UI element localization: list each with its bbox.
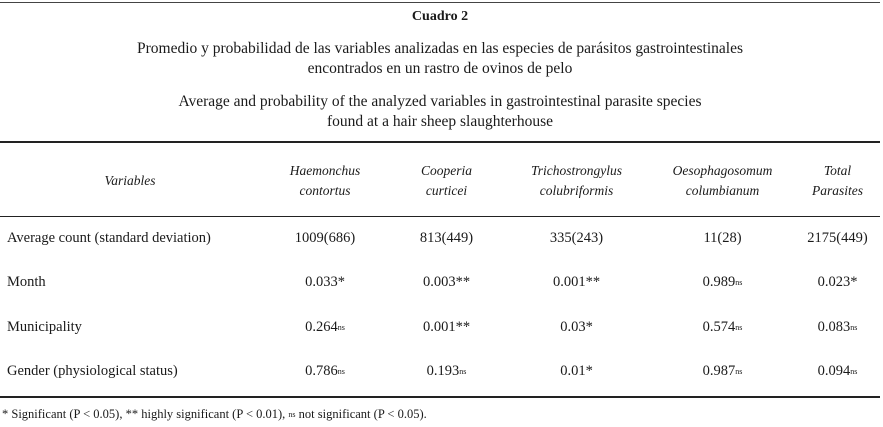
- table-cell: [795, 261, 880, 306]
- caption-english: [0, 92, 880, 131]
- cell-value: 335(243): [549, 229, 604, 246]
- cell-value: 0.033*: [305, 274, 345, 291]
- significance-marker: ns: [337, 322, 345, 332]
- table-cell: [650, 350, 795, 395]
- cell-value: 0.574: [702, 318, 736, 335]
- cell-value: 0.001**: [552, 274, 601, 291]
- cell-value: 0.001**: [422, 318, 471, 335]
- cell-value: 0.03*: [560, 318, 593, 335]
- cell-value: 0.003**: [422, 274, 471, 291]
- data-table: [0, 145, 880, 394]
- table-cell: [795, 216, 880, 261]
- caption-english-line-2: found at a hair sheep slaughterhouse: [327, 112, 553, 130]
- col-header-variables: Variables: [104, 172, 156, 188]
- table-cell: [260, 305, 390, 350]
- table-row: [0, 350, 880, 395]
- caption-spanish: [0, 39, 880, 78]
- significance-marker: ns: [735, 322, 743, 332]
- significance-marker: ns: [850, 322, 858, 332]
- col-header-trichostrongylus: Trichostrongylus colubriformis: [530, 162, 622, 198]
- significance-marker: ns: [735, 367, 743, 377]
- caption-spanish-line-1: Promedio y probabilidad de las variables analizadas en las especies de parásitos gastrointestinales: [136, 40, 744, 57]
- significance-marker: ns: [850, 367, 858, 377]
- cell-value: 0.083: [817, 318, 851, 335]
- cell-value: 11(28): [703, 229, 742, 246]
- caption-spanish-line-2: encontrados en un rastro de ovinos de pelo: [307, 59, 573, 77]
- cell-value: 0.989: [702, 274, 736, 291]
- table-cell: [503, 261, 650, 306]
- table-cell: [260, 216, 390, 261]
- cell-value: 1009(686): [294, 229, 356, 246]
- table-cell: [390, 305, 503, 350]
- table-cell: [650, 261, 795, 306]
- table-cell: [650, 216, 795, 261]
- cell-value: 0.786: [305, 363, 338, 380]
- row-label: Municipality: [7, 318, 82, 335]
- table-cell: [390, 261, 503, 306]
- table-cell: [503, 216, 650, 261]
- table-cell: [503, 305, 650, 350]
- table-cell: [503, 350, 650, 395]
- table-cell: [390, 216, 503, 261]
- row-label: Month: [7, 274, 46, 291]
- caption-english-line-1: Average and probability of the analyzed variables in gastrointestinal parasite species: [178, 93, 702, 110]
- cell-value: 0.023*: [817, 274, 858, 291]
- table-cell: [390, 350, 503, 395]
- table-bottom-rule: [0, 396, 880, 398]
- row-label: Average count (standard deviation): [7, 229, 211, 246]
- col-header-oesophagosomum: Oesophagosomum columbianum: [672, 162, 773, 198]
- header-row: [0, 145, 880, 216]
- table-row: [0, 216, 880, 261]
- table-row: [0, 305, 880, 350]
- header-top-rule: [0, 141, 880, 143]
- cell-value: 813(449): [419, 229, 474, 246]
- cell-value: 0.193: [426, 363, 460, 380]
- cell-value: 0.01*: [560, 363, 593, 380]
- significance-marker: ns: [337, 367, 345, 377]
- table-row: [0, 261, 880, 306]
- table-cell: [260, 350, 390, 395]
- cell-value: 2175(449): [807, 229, 868, 246]
- table-title: Cuadro 2: [411, 9, 469, 24]
- col-header-cooperia: Cooperia curticei: [420, 162, 472, 198]
- footnote: * Significant (P < 0.05), ** highly significant (P < 0.01), ns not significant (P < 0.05).: [2, 407, 427, 421]
- table-cell: [650, 305, 795, 350]
- cell-value: 0.094: [817, 363, 851, 380]
- table-cell: [795, 305, 880, 350]
- table-cell: [795, 350, 880, 395]
- table-cell: [260, 261, 390, 306]
- top-rule: [0, 2, 880, 3]
- cell-value: 0.264: [305, 318, 338, 335]
- ns-marker: ns: [288, 410, 296, 419]
- significance-marker: ns: [459, 367, 467, 377]
- significance-marker: ns: [735, 278, 743, 288]
- cell-value: 0.987: [702, 363, 736, 380]
- col-header-total: Total Parasites: [811, 162, 863, 198]
- row-label: Gender (physiological status): [7, 363, 178, 380]
- col-header-haemonchus: Haemonchus contortus: [289, 162, 361, 198]
